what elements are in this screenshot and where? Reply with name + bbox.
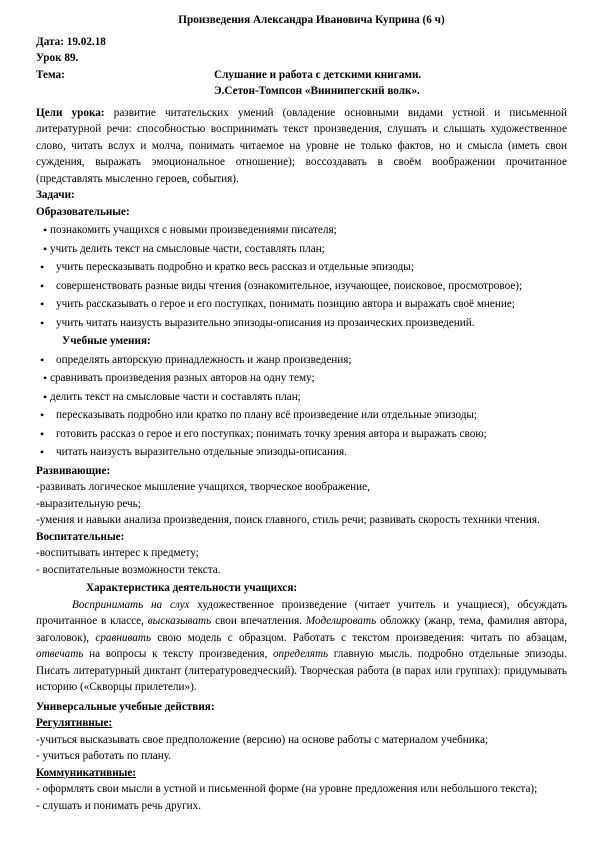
topic-subtitle: Э.Сетон-Томпсон «Виннипегский волк». — [214, 85, 420, 97]
activity-em: Воспринимать на слух — [72, 598, 190, 611]
list-item: • учить читать наизусть выразительно эпизоды-описания из прозаических произведений. — [36, 315, 567, 332]
list-item: • учить делить текст на смысловые части, составлять план; — [36, 241, 567, 258]
regulative-item: -учиться высказывать свое предположение (версию) на основе работы с материалом учебника; — [36, 733, 489, 746]
topic-value: Слушание и работа с детскими книгами. — [214, 68, 422, 81]
activity-text: художественное произведение (читает учитель и учащиеся), обсуждать прочитанное в классе, — [36, 598, 567, 627]
communicative-item: - слушать и понимать речь других. — [36, 799, 202, 812]
upbringing-heading: Воспитательные: — [36, 530, 125, 543]
activity-text: главную мысль. подробно отдельные эпизоды. Писать литературный диктант (литературоведческий). Творческая работа (в парах или группах): придумывать историю («Скворцы прилетели»). — [36, 648, 567, 693]
developing-heading: Развивающие: — [36, 464, 111, 477]
activity-text: на вопросы к тексту произведения, — [83, 648, 273, 660]
skills-heading: Учебные умения: — [62, 335, 151, 347]
tasks-heading: Задачи: — [36, 189, 75, 201]
list-item: • совершенствовать разные виды чтения (ознакомительное, изучающее, поисковое, просмотровое); — [36, 278, 567, 295]
activity-paragraph — [36, 597, 567, 696]
list-item: • пересказывать подробно или кратко по плану всё произведение или отдельные эпизоды; — [36, 407, 567, 424]
topic-row — [36, 67, 567, 84]
developing-item: -умения и навыки анализа произведения, поиск главного, стиль речи; развивать скорость техники чтения. — [36, 514, 540, 526]
communicative-item: - оформлять свои мысли в устной и письменной форме (на уровне предложения или небольшого текста); — [36, 783, 538, 795]
communicative-heading: Коммуникативные: — [36, 766, 137, 779]
list-item: • готовить рассказ о герое и его поступках; понимать точку зрения автора и выражать свою; — [36, 426, 567, 443]
activity-em: отвечать — [36, 648, 84, 660]
skills-list — [36, 352, 567, 461]
list-item: • сравнивать произведения разных авторов на одну тему; — [36, 370, 567, 387]
uud-heading: Универсальные учебные действия: — [36, 700, 215, 713]
activity-em: сравнивать — [95, 631, 152, 644]
activity-em: Моделировать — [305, 615, 377, 627]
upbringing-item: -воспитывать интерес к предмету; — [36, 547, 199, 559]
list-item: • учить рассказывать о герое и его поступках, понимать позицию автора и выражать своё мнение; — [36, 296, 567, 313]
educational-list — [36, 222, 567, 331]
regulative-heading: Регулятивные: — [36, 717, 113, 729]
activity-em: высказывать — [147, 615, 212, 627]
activity-text: обложку (жанр, тема, фамилия автора, заголовок), — [36, 615, 567, 644]
page-title: Произведения Александра Ивановича Куприна (6 ч) — [178, 14, 445, 26]
topic-label: Тема: — [36, 68, 65, 81]
developing-item: -развивать логическое мышление учащихся, творческое воображение, — [36, 481, 370, 493]
list-item: • познакомить учащихся с новыми произведениями писателя; — [36, 222, 567, 239]
activity-em: определять — [272, 648, 329, 660]
regulative-item: - учиться работать по плану. — [36, 750, 171, 762]
activity-text: свои впечатления. — [211, 615, 306, 627]
list-item: • читать наизусть выразительно отдельные эпизоды-описания. — [36, 444, 567, 461]
lesson-number: Урок 89. — [36, 52, 79, 64]
list-item: • делить текст на смысловые части и составлять план; — [36, 389, 567, 406]
list-item: • определять авторскую принадлежность и жанр произведения; — [36, 352, 567, 369]
upbringing-item: - воспитательные возможности текста. — [36, 563, 221, 576]
activity-text: свою модель с образцом. Работать с текстом произведения: читать по абзацам, — [151, 631, 567, 644]
activity-heading: Характеристика деятельности учащихся: — [86, 582, 298, 594]
goals-label: Цели урока: — [36, 106, 105, 119]
lesson-date: Дата: 19.02.18 — [36, 35, 106, 48]
goals-text: развитие читательских умений (овладение основными видами устной и письменной литературной речи: способностью воспринимать текст произведения, слушать и слышать художественное слово, читать вслух и молча, понимать читаемое на уровне не только фактов, но и смысла (иметь свои суждения, выражать эмоциональное отношение); воссоздавать в своём воображении прочитанное (представлять мысленно героев, события). — [36, 106, 567, 185]
lesson-goals — [36, 105, 567, 188]
list-item: • учить пересказывать подробно и кратко весь рассказ и отдельные эпизоды; — [36, 259, 567, 276]
developing-item: -выразительную речь; — [36, 497, 141, 510]
educational-heading: Образовательные: — [36, 205, 130, 218]
